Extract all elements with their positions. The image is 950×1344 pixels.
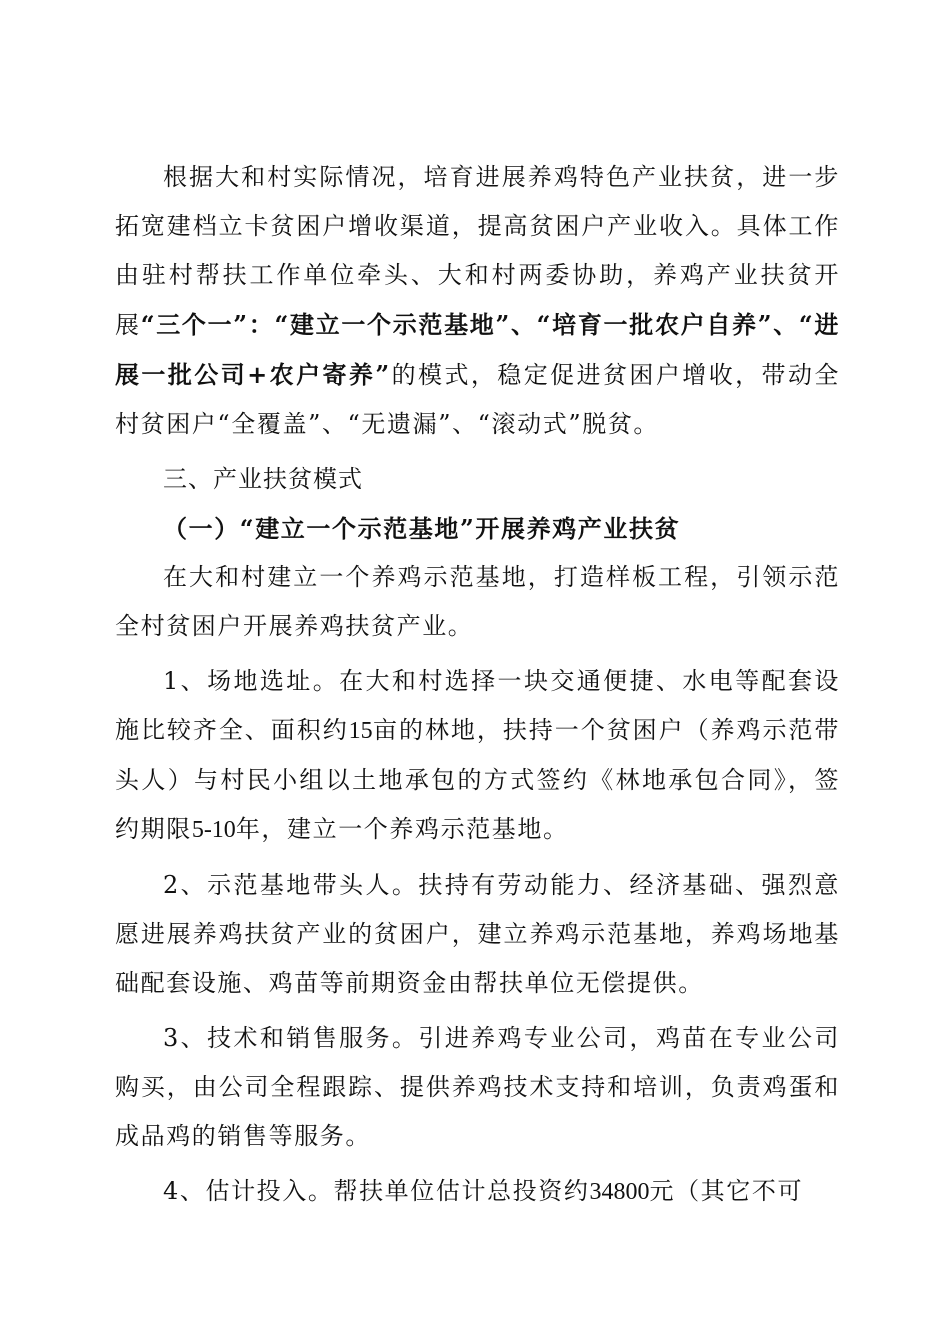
item-title: 示范基地带头人。 xyxy=(207,871,419,899)
item-text: 扶持有劳动能力、经济基础、强烈意愿进展养鸡扶贫产业的贫困户，建立养鸡示范基地，养鸡场地基础配套设施、鸡苗等前期资金由帮扶单位无偿提供。 xyxy=(115,871,840,997)
paragraph-demo-base: 在大和村建立一个养鸡示范基地，打造样板工程，引领示范全村贫困户开展养鸡扶贫产业。 xyxy=(115,563,840,640)
item-text: 引进养鸡专业公司，鸡苗在专业公司购买，由公司全程跟踪、提供养鸡技术支持和培训，负责鸡蛋和成品鸡的销售等服务。 xyxy=(115,1024,840,1150)
subsection-heading-1: （一）“建立一个示范基地”开展养鸡产业扶贫 xyxy=(163,514,681,543)
paragraph-intro xyxy=(115,153,840,449)
item-text: 亩的林地，扶持一个贫困户（养鸡示范带头人）与村民小组以土地承包的方式签约《林地承包合同》，签约期限 xyxy=(115,716,840,843)
item-text: 帮扶单位估计总投资约 xyxy=(333,1177,590,1205)
intro-lead-text: 根据大和村实际情况，培育进展养鸡特色产业扶贫，进一步拓宽建档立卡贫困户增收渠道，提高贫困户产业收入。具体工作由驻村帮扶工作单位牵头、大和村两委协助，养鸡产业扶贫开展 xyxy=(115,163,840,339)
item-title: 场地选址。 xyxy=(207,667,340,695)
item-number-value: 34800 xyxy=(589,1179,650,1205)
item-text: 元（其它不可 xyxy=(649,1177,804,1205)
document-body xyxy=(115,153,840,1217)
intro-tail-text: 的模式，稳定促进贫困户增收，带动全村贫困户“全覆盖”、“无遗漏”、“滚动式”脱贫。 xyxy=(115,361,840,438)
item-number: 2、 xyxy=(163,871,208,899)
intro-bold-model-text: “三个一”：“建立一个示范基地”、“培育一批农户自养”、“进展一批公司+农户寄养” xyxy=(115,310,840,389)
item-title: 技术和销售服务。 xyxy=(207,1024,419,1052)
section-heading-3: 三、产业扶贫模式 xyxy=(163,465,363,493)
item-number: 3、 xyxy=(163,1024,208,1052)
item-text: 在大和村选择一块交通便捷、水电等配套设施比较齐全、面积约 xyxy=(115,667,841,744)
item-title: 估计投入。 xyxy=(205,1177,334,1205)
list-item-investment xyxy=(115,1167,840,1217)
list-item-base-leader xyxy=(115,861,840,1008)
item-number: 1、 xyxy=(163,667,208,695)
item-text: 年，建立一个养鸡示范基地。 xyxy=(235,815,569,843)
item-number-value: 15 xyxy=(348,718,373,744)
item-number: 4、 xyxy=(163,1177,206,1205)
list-item-tech-sales xyxy=(115,1014,840,1161)
item-number-value: 5-10 xyxy=(191,817,236,843)
list-item-site-selection xyxy=(115,657,840,855)
